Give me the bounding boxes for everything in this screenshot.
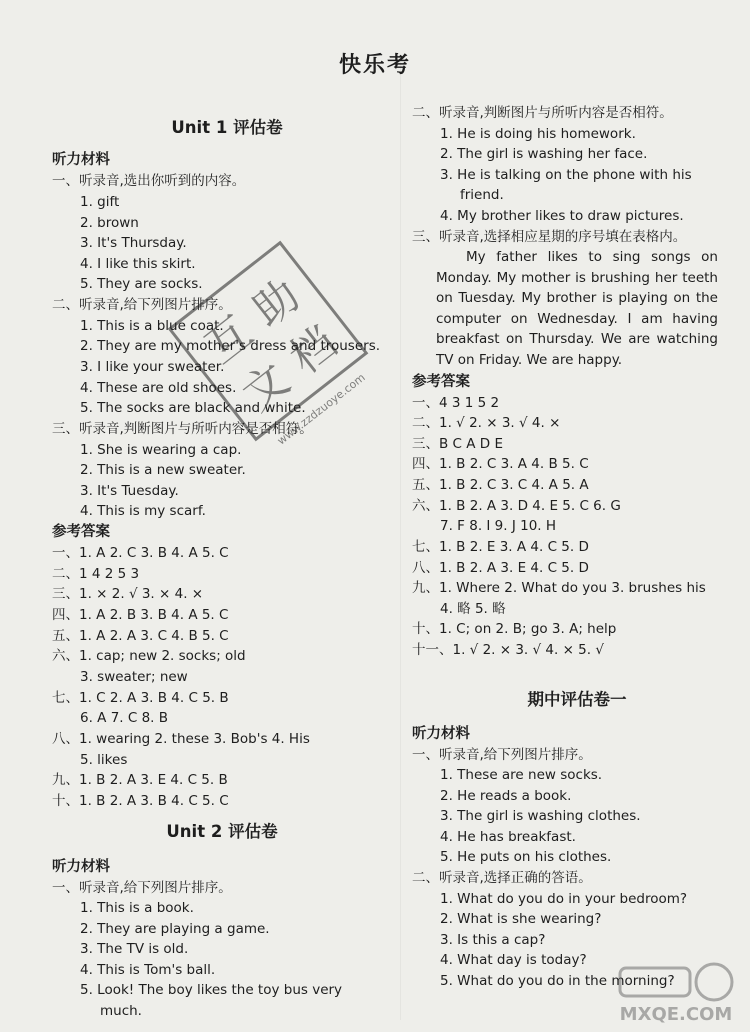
answer-line: 八、1. B 2. A 3. E 4. C 5. D [412,560,589,576]
answer-line: 一、1. A 2. C 3. B 4. A 5. C [52,545,229,561]
m-q1-instruction: 一、听录音,给下列图片排序。 [412,747,592,763]
answer-line: 二、1. √ 2. × 3. √ 4. × [412,415,561,431]
unit2-title: Unit 2 评估卷 [166,822,278,841]
answer-line: 四、1. A 2. B 3. B 4. A 5. C [52,607,229,623]
m-q2-item: 3. Is this a cap? [440,932,546,948]
q3-item: 4. This is my scarf. [80,503,206,519]
answer-line: 7. F 8. I 9. J 10. H [440,518,557,534]
q2-item: 2. The girl is washing her face. [440,146,648,162]
answer-line: 七、1. B 2. E 3. A 4. C 5. D [412,539,589,555]
logo-text: MXQE.COM [619,1004,733,1025]
answer-line: 七、1. C 2. A 3. B 4. C 5. B [52,690,229,706]
answer-line: 十一、1. √ 2. × 3. √ 4. × 5. √ [412,642,604,658]
q2-item: 4. My brother likes to draw pictures. [440,208,684,224]
answer-line: 6. A 7. C 8. B [80,710,169,726]
answer-line: 5. likes [80,752,128,768]
page-fold-shadow [400,60,401,1020]
u2-q1-item: 5. Look! The boy likes the toy bus very [80,982,343,998]
listening-header: 听力材料 [52,152,110,168]
q2-item: 4. These are old shoes. [80,380,237,396]
answer-line: 十、1. C; on 2. B; go 3. A; help [412,621,617,637]
midterm-listening-header: 听力材料 [412,726,470,742]
answer-line: 二、1 4 2 5 3 [52,566,140,582]
m-q1-item: 1. These are new socks. [440,767,603,783]
answer-line: 九、1. B 2. A 3. E 4. C 5. B [52,772,228,788]
stamp-char: 文 [233,353,300,422]
answer-line: 十、1. B 2. A 3. B 4. C 5. C [52,793,229,809]
q3-item: 2. This is a new sweater. [80,462,246,478]
m-q2-item: 5. What do you do in the morning? [440,973,675,989]
q2-instruction: 二、听录音,判断图片与所听内容是否相符。 [412,105,673,121]
q2-item: 5. The socks are black and white. [80,400,306,416]
answer-line: 五、1. B 2. C 3. C 4. A 5. A [412,477,589,493]
answer-line: 九、1. Where 2. What do you 3. brushes his [412,580,706,596]
q3-instruction: 三、听录音,选择相应星期的序号填在表格内。 [412,229,687,245]
answer-line: 五、1. A 2. A 3. C 4. B 5. C [52,628,229,644]
m-q2-item: 1. What do you do in your bedroom? [440,891,688,907]
stamp-char: 助 [243,269,310,337]
m-q2-item: 4. What day is today? [440,952,587,968]
u2-q1-instruction: 一、听录音,给下列图片排序。 [52,880,232,896]
answer-line: 三、1. × 2. √ 3. × 4. × [52,586,204,602]
q2-instruction: 二、听录音,给下列图片排序。 [52,297,232,313]
answer-line: 3. sweater; new [80,669,188,685]
q1-item: 1. gift [80,194,120,210]
answer-line: 一、4 3 1 5 2 [412,395,500,411]
q3-item: 1. She is wearing a cap. [80,442,242,458]
u2-q1-item: 1. This is a book. [80,900,194,916]
midterm-title: 期中评估卷一 [527,690,627,709]
q3-instruction: 三、听录音,判断图片与所听内容是否相符。 [52,421,313,437]
q2-item: friend. [460,187,504,203]
m-q2-instruction: 二、听录音,选择正确的答语。 [412,870,592,886]
u2-q1-item: 2. They are playing a game. [80,921,270,937]
q3-paragraph: My father likes to sing songs on Monday. My mother is brushing her teeth on Tuesday. My brother is playing on the computer on Wednesday. I am having breakfast on Thursday. We are watching TV on Friday. We are happy. [436,249,718,368]
u2-q1-item: much. [100,1003,142,1019]
answer-line: 六、1. B 2. A 3. D 4. E 5. C 6. G [412,498,621,514]
q1-item: 3. It's Thursday. [80,235,187,251]
corner-logo [606,960,746,1026]
answer-line: 四、1. B 2. C 3. A 4. B 5. C [412,456,589,472]
u2-q1-item: 4. This is Tom's ball. [80,962,216,978]
m-q1-item: 5. He puts on his clothes. [440,849,612,865]
unit2-listening-header: 听力材料 [52,859,110,875]
page-title: 快乐考 [338,53,411,78]
q1-item: 4. I like this skirt. [80,256,196,272]
u2-q1-item: 3. The TV is old. [80,941,189,957]
answer-line: 三、B C A D E [412,436,504,452]
m-q2-item: 2. What is she wearing? [440,911,602,927]
q2-item: 3. I like your sweater. [80,359,225,375]
stamp-url: www.zzdzuoye.com [274,370,368,448]
q2-item: 1. This is a blue coat. [80,318,224,334]
answers-header: 参考答案 [412,374,470,390]
q2-item: 2. They are my mother's dress and trousers. [80,338,381,354]
q1-item: 5. They are socks. [80,276,203,292]
answer-line: 4. 略 5. 略 [440,601,506,617]
stamp-char: 档 [280,316,347,385]
answers-header: 参考答案 [52,524,110,540]
stamp-char: 互 [196,306,263,374]
m-q1-item: 4. He has breakfast. [440,829,576,845]
answer-line: 八、1. wearing 2. these 3. Bob's 4. His [52,731,310,747]
q2-item: 3. He is talking on the phone with his [440,167,692,183]
m-q1-item: 2. He reads a book. [440,788,572,804]
q2-item: 1. He is doing his homework. [440,126,636,142]
q3-item: 3. It's Tuesday. [80,483,179,499]
unit1-title: Unit 1 评估卷 [171,118,283,137]
q1-instruction: 一、听录音,选出你听到的内容。 [52,173,246,189]
answer-line: 六、1. cap; new 2. socks; old [52,648,246,664]
m-q1-item: 3. The girl is washing clothes. [440,808,641,824]
q1-item: 2. brown [80,215,139,231]
